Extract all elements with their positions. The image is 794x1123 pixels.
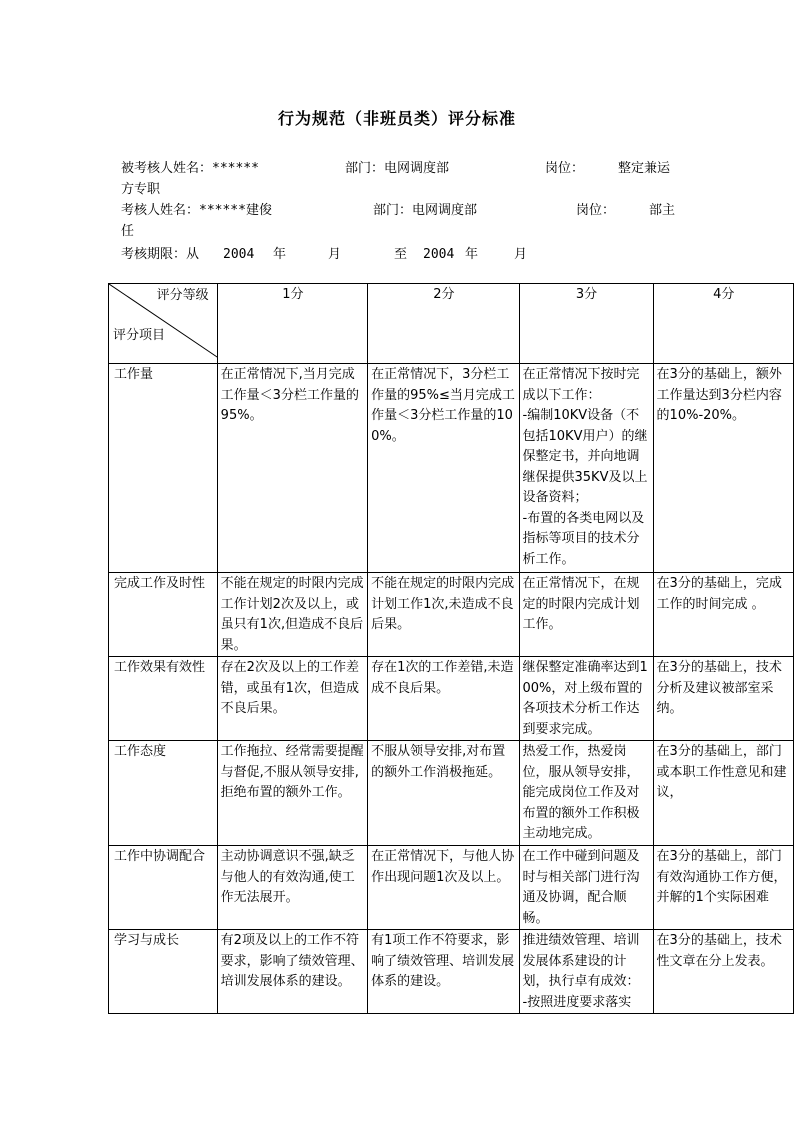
header-item-label: 评分项目 (113, 328, 166, 343)
cell-score-2: 不能在规定的时限内完成计划工作1次,未造成不良后果。 (368, 573, 519, 657)
cell-score-4: 在3分的基础上，部门有效沟通协工作方便，并解的1个实际困难 (653, 846, 793, 930)
cell-score-1: 有2项及以上的工作不符要求，影响了绩效管理、培训发展体系的建设。 (217, 930, 367, 1014)
examinee-pos-value: 整定兼运 (618, 161, 671, 176)
examinee-line (121, 158, 686, 179)
examiner-name: 考核人姓名：******建俊 (121, 203, 272, 218)
cell-score-4: 在3分的基础上，完成工作的时间完成 。 (653, 573, 793, 657)
table-viewport (0, 283, 794, 1023)
period-year-2: 年 (465, 247, 479, 262)
header-score-4: 4分 (653, 284, 793, 364)
examiner-pos-value-cont: 任 (121, 224, 135, 239)
table-row (109, 364, 794, 573)
row-item: 工作效果有效性 (109, 657, 218, 741)
row-item: 学习与成长 (109, 930, 218, 1014)
period-to: 至 (394, 247, 408, 262)
table-header-row (109, 284, 794, 364)
examinee-pos-value-cont: 方专职 (121, 182, 161, 197)
cell-score-4: 在3分的基础上，技术性文章在分上发表。 (653, 930, 793, 1014)
table-row (109, 930, 794, 1014)
cell-score-2: 在正常情况下，3分栏工作量的95%≤当月完成工作量＜3分栏工作量的100%。 (368, 364, 519, 573)
period-line (121, 244, 686, 265)
row-item: 工作量 (109, 364, 218, 573)
examiner-pos-label: 岗位： (576, 203, 616, 218)
period-label: 考核期限：从 (121, 247, 200, 262)
header-score-1: 1分 (217, 284, 367, 364)
cell-score-4: 在3分的基础上，额外工作量达到3分栏内容的10%-20%。 (653, 364, 793, 573)
examiner-line (121, 200, 686, 221)
table-row (109, 741, 794, 846)
table-row (109, 846, 794, 930)
header-score-2: 2分 (368, 284, 519, 364)
cell-score-3: 推进绩效管理、培训发展体系建设的计划，执行卓有成效： -按照进度要求落实 (519, 930, 653, 1014)
examinee-dept: 部门：电网调度部 (345, 161, 450, 176)
row-item: 工作中协调配合 (109, 846, 218, 930)
cell-score-2: 有1项工作不符要求，影响了绩效管理、培训发展体系的建设。 (368, 930, 519, 1014)
cell-score-3: 在正常情况下按时完成以下工作： -编制10KV设备（不包括10KV用户）的继保整定书，并向地调继保提供35KV及以上设备资料； -布置的各类电网以及指标等项目的技术分析工作。 (519, 364, 653, 573)
table-row (109, 657, 794, 741)
header-score-3: 3分 (519, 284, 653, 364)
cell-score-3: 热爱工作，热爱岗位，服从领导安排，能完成岗位工作及对布置的额外工作积极主动地完成。 (519, 741, 653, 846)
row-item: 完成工作及时性 (109, 573, 218, 657)
examiner-dept: 部门：电网调度部 (373, 203, 478, 218)
cell-score-2: 存在1次的工作差错,未造成不良后果。 (368, 657, 519, 741)
cell-score-3: 在正常情况下，在规定的时限内完成计划工作。 (519, 573, 653, 657)
examiner-pos-value: 部主 (649, 203, 676, 218)
period-end-year: 2004 (423, 247, 455, 262)
cell-score-1: 主动协调意识不强,缺乏与他人的有效沟通,使工作无法展开。 (217, 846, 367, 930)
cell-score-1: 存在2次及以上的工作差错，或虽有1次，但造成不良后果。 (217, 657, 367, 741)
examinee-pos-label: 岗位： (545, 161, 585, 176)
info-block (121, 158, 686, 265)
scoring-table (108, 283, 794, 1014)
header-diagonal-cell (109, 284, 218, 364)
header-grade-label: 评分等级 (156, 288, 209, 303)
cell-score-4: 在3分的基础上，部门或本职工作性意见和建议， (653, 741, 793, 846)
row-item: 工作态度 (109, 741, 218, 846)
table-row (109, 573, 794, 657)
examinee-name: 被考核人姓名：****** (121, 161, 259, 176)
page-title: 行为规范（非班员类）评分标准 (277, 109, 516, 128)
cell-score-3: 继保整定准确率达到100%，对上级布置的各项技术分析工作达到要求完成。 (519, 657, 653, 741)
period-month-2: 月 (514, 247, 528, 262)
cell-score-1: 不能在规定的时限内完成工作计划2次及以上，或虽只有1次,但造成不良后果。 (217, 573, 367, 657)
cell-score-1: 工作拖拉、经常需要提醒与督促,不服从领导安排,拒绝布置的额外工作。 (217, 741, 367, 846)
cell-score-4: 在3分的基础上，技术分析及建议被部室采纳。 (653, 657, 793, 741)
cell-score-2: 在正常情况下，与他人协作出现问题1次及以上。 (368, 846, 519, 930)
cell-score-3: 在工作中碰到问题及时与相关部门进行沟通及协调，配合顺畅。 (519, 846, 653, 930)
cell-score-2: 不服从领导安排,对布置的额外工作消极拖延。 (368, 741, 519, 846)
cell-score-1: 在正常情况下,当月完成工作量＜3分栏工作量的95%。 (217, 364, 367, 573)
period-start-year: 2004 (223, 247, 255, 262)
period-month-1: 月 (328, 247, 342, 262)
examiner-line-2 (121, 221, 686, 242)
examinee-line-2 (121, 179, 686, 200)
period-year-1: 年 (273, 247, 287, 262)
